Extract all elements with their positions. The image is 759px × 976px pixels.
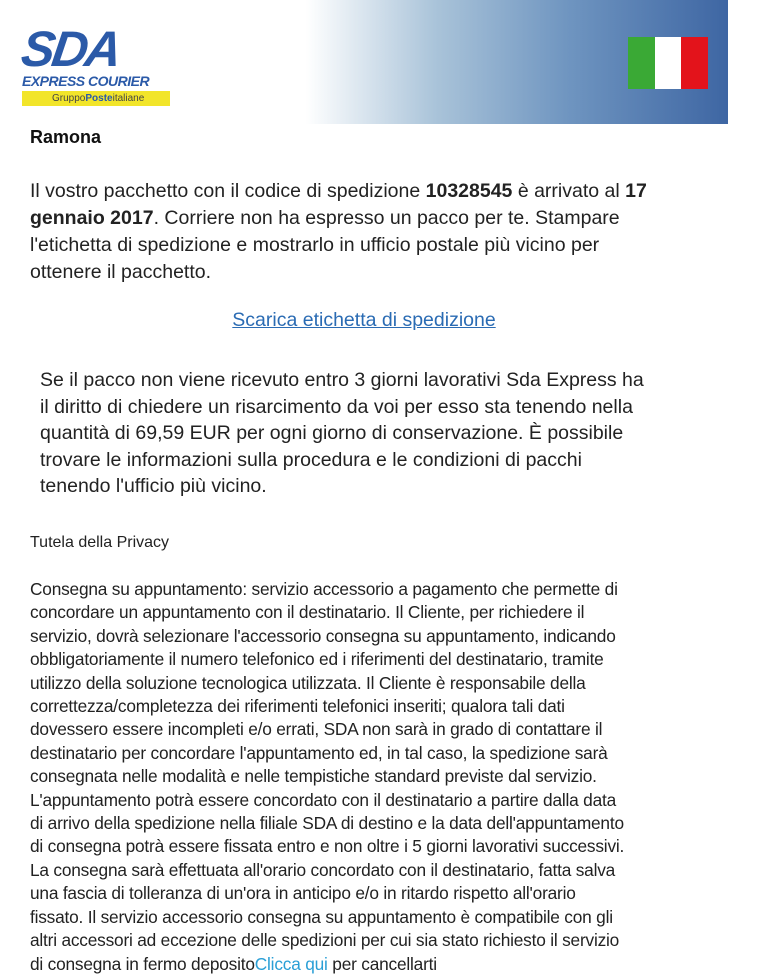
- privacy-line: [30, 953, 624, 976]
- notice-text: . Corriere non ha espresso un pacco per te. Stampare: [153, 207, 620, 229]
- privacy-line: di arrivo della spedizione nella filiale SDA di destino e la data dell'appuntamento: [30, 813, 624, 834]
- logo-group-prefix: Gruppo: [52, 93, 86, 104]
- warning-line: quantità di 69,59 EUR per ogni giorno di conservazione. È possibile: [40, 422, 624, 444]
- notice-text: ottenere il pacchetto.: [30, 261, 212, 283]
- logo-group: [22, 91, 170, 106]
- privacy-line: Consegna su appuntamento: servizio accessorio a pagamento che permette di: [30, 579, 618, 599]
- download-label-link[interactable]: Scarica etichetta di spedizione: [232, 309, 496, 331]
- privacy-line: fissato. Il servizio accessorio consegna su appuntamento è compatibile con gli: [30, 906, 613, 927]
- logo-subtitle: EXPRESS COURIER: [22, 73, 150, 89]
- warning-line: tenendo l'ufficio più vicino.: [40, 475, 267, 497]
- notice-text: l'etichetta di spedizione e mostrarlo in ufficio postale più vicino per: [30, 234, 600, 256]
- warning-line: il diritto di chiedere un risarcimento da voi per esso sta tenendo nella: [40, 395, 633, 418]
- privacy-line: dovessero essere incompleti e/o errati, SDA non sarà in grado di contattare il: [30, 719, 603, 740]
- privacy-line: destinatario per concordare l'appuntamento ed, in tal caso, la spedizione sarà: [30, 742, 608, 763]
- sda-logo: [18, 21, 172, 106]
- notice-line: [30, 178, 647, 205]
- logo-text: SDA: [18, 21, 123, 77]
- warning-line: trovare le informazioni sulla procedura e le condizioni di pacchi: [40, 448, 582, 471]
- privacy-line: consegnata nelle modalità e nelle tempistiche standard previste dal servizio.: [30, 766, 597, 787]
- privacy-line: di consegna potrà essere fissata entro e non oltre i 5 giorni lavorativi successivi.: [30, 836, 625, 857]
- email-header-banner: [0, 0, 728, 124]
- privacy-line: concordare un appuntamento con il destinatario. Il Cliente, per richiedere il: [30, 602, 585, 623]
- logo-group-suffix: italiane: [112, 93, 145, 104]
- privacy-line: L'appuntamento potrà essere concordato con il destinatario a partire dalla data: [30, 789, 617, 810]
- privacy-line: utilizzo della soluzione tecnologica utilizzata. Il Cliente è responsabile della: [30, 672, 586, 693]
- recipient-name: Ramona: [30, 127, 102, 147]
- notice-text: è arrivato al: [512, 180, 626, 202]
- privacy-line: La consegna sarà effettuata all'orario concordato con il destinatario, fatta salva: [30, 859, 616, 880]
- notice-highlight: 10328545: [425, 180, 513, 202]
- privacy-title: Tutela della Privacy: [30, 534, 170, 551]
- privacy-line: correttezza/completezza dei riferimenti telefonici inseriti; qualora tali dati: [30, 696, 565, 717]
- notice-highlight: gennaio 2017: [30, 207, 154, 229]
- privacy-text: per cancellarti: [327, 953, 437, 974]
- notice-line: [30, 259, 647, 286]
- privacy-line: servizio, dovrà selezionare l'accessorio consegna su appuntamento, indicando: [30, 625, 616, 646]
- italian-flag-icon: [628, 37, 708, 89]
- notice-paragraph: [30, 178, 647, 286]
- privacy-text: di consegna in fermo deposito: [30, 953, 255, 974]
- privacy-paragraph: [30, 578, 624, 976]
- notice-line: [30, 205, 647, 232]
- warning-line: Se il pacco non viene ricevuto entro 3 giorni lavorativi Sda Express ha: [40, 369, 644, 391]
- notice-text: Il vostro pacchetto con il codice di spedizione: [30, 180, 426, 202]
- notice-highlight: 17: [625, 180, 647, 202]
- privacy-line: altri accessori ad eccezione delle spedizioni per cui sia stato richiesto il servizio: [30, 930, 620, 951]
- warning-paragraph: [40, 367, 644, 500]
- privacy-line: una fascia di tolleranza di un'ora in anticipo e/o in ritardo rispetto all'orario: [30, 883, 576, 904]
- notice-line: [30, 232, 647, 259]
- privacy-line: obbligatoriamente il numero telefonico ed i riferimenti del destinatario, tramite: [30, 649, 604, 670]
- logo-group-bold: Poste: [85, 93, 113, 104]
- unsubscribe-link[interactable]: Clicca qui: [254, 953, 328, 974]
